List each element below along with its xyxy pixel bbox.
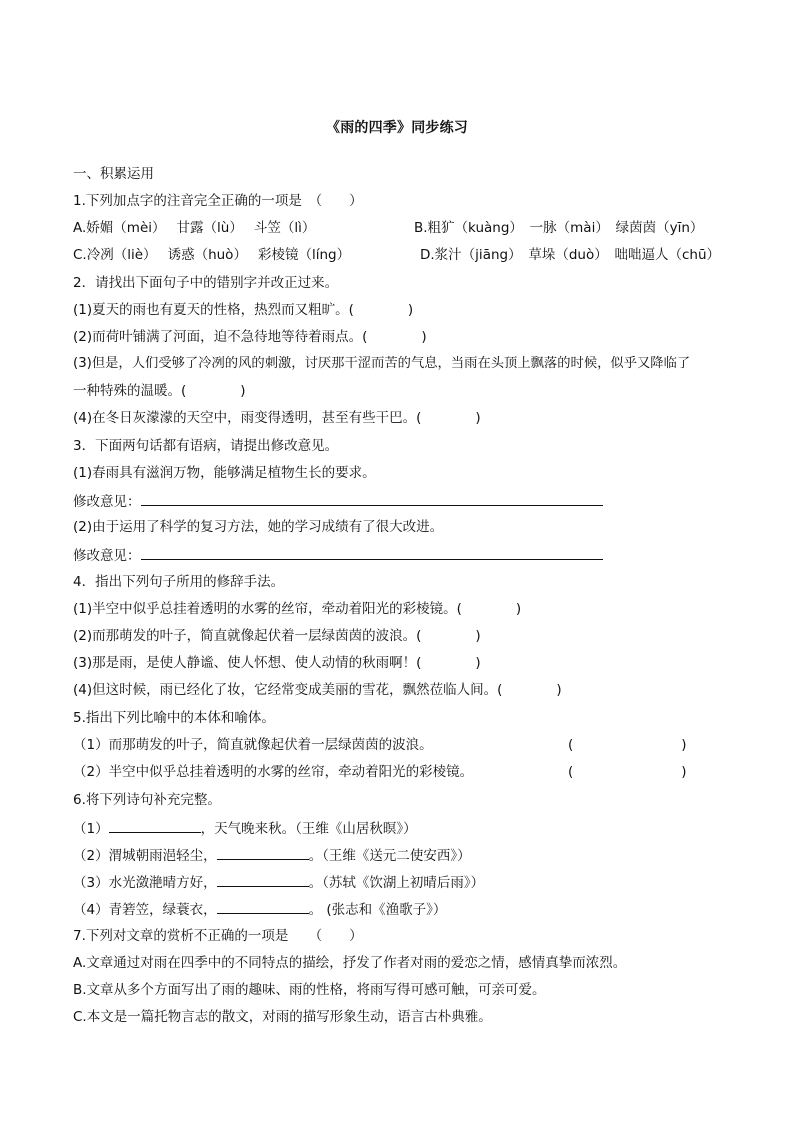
question-6-item-1 — [73, 817, 417, 839]
fix-label: 修改意见： — [73, 548, 141, 564]
question-4-item-2: (2)而那萌发的叶子，简直就像起伏着一层绿茵茵的波浪。( ) — [73, 628, 481, 644]
poem-blank[interactable] — [109, 817, 201, 833]
poem-suffix: 。（王维《送元二使安西》） — [308, 848, 471, 864]
question-1-option-c: C.冷冽（liè） 诱惑（huò） 彩棱镜（líng） — [73, 247, 351, 263]
question-7-stem: 7.下列对文章的赏析不正确的一项是 （ ） — [73, 928, 363, 944]
poem-prefix: （1） — [73, 821, 109, 837]
question-3-fix-row-2 — [73, 544, 603, 566]
question-4-item-4: (4)但这时候，雨已经化了妆，它经常变成美丽的雪花，飘然莅临人间。( ) — [73, 682, 562, 698]
question-2-item-4: (4)在冬日灰濛濛的天空中，雨变得透明，甚至有些干巴。( ) — [73, 410, 481, 426]
question-5-item-2: （2）半空中似乎总挂着透明的水雾的丝帘，牵动着阳光的彩棱镜。 — [73, 764, 474, 780]
poem-blank[interactable] — [217, 871, 309, 887]
question-5-stem: 5.指出下列比喻中的本体和喻体。 — [73, 710, 275, 726]
question-5-answer-paren-2[interactable]: ( ) — [568, 764, 687, 780]
question-6-item-3 — [73, 871, 484, 893]
poem-prefix: （3）水光潋滟晴方好， — [73, 875, 217, 891]
question-1-option-b: B.粗犷（kuàng） 一脉（mài） 绿茵茵（yīn） — [414, 220, 704, 236]
poem-blank[interactable] — [217, 844, 309, 860]
question-7-option-a: A.文章通过对雨在四季中的不同特点的描绘，抒发了作者对雨的爱恋之情，感情真挚而浓烈。 — [73, 955, 627, 971]
question-3-stem: 3．下面两句话都有语病，请提出修改意见。 — [73, 438, 339, 454]
question-1-option-a: A.娇媚（mèi） 甘露（lù） 斗笠（lì） — [73, 220, 316, 236]
section-heading: 一、积累运用 — [73, 166, 154, 182]
poem-blank[interactable] — [217, 898, 309, 914]
question-6-stem: 6.将下列诗句补充完整。 — [73, 792, 221, 808]
question-4-stem: 4．指出下列句子所用的修辞手法。 — [73, 574, 285, 590]
question-3-fix-row-1 — [73, 490, 603, 512]
question-4-item-1: (1)半空中似乎总挂着透明的水雾的丝帘，牵动着阳光的彩棱镜。( ) — [73, 601, 522, 617]
question-5-item-1: （1）而那萌发的叶子，简直就像起伏着一层绿茵茵的波浪。 — [73, 737, 433, 753]
question-2-item-3: (3)但是，人们受够了冷冽的风的刺激，讨厌那干涩而苦的气息，当雨在头顶上飘落的时候，似乎又降临了 — [73, 356, 691, 371]
question-3-sentence-2: (2)由于运用了科学的复习方法，她的学习成绩有了很大改进。 — [73, 519, 444, 535]
question-4-item-3: (3)那是雨，是使人静谧、使人怀想、使人动情的秋雨啊！( ) — [73, 655, 481, 671]
question-6-item-2 — [73, 844, 471, 866]
question-7-option-c: C.本文是一篇托物言志的散文，对雨的描写形象生动，语言古朴典雅。 — [73, 1009, 492, 1025]
poem-suffix: ，天气晚来秋。（王维《山居秋暝》） — [200, 821, 417, 837]
question-1-stem: 1.下列加点字的注音完全正确的一项是 （ ） — [73, 193, 363, 209]
question-2-item-2: (2)而荷叶铺满了河面，迫不急待地等待着雨点。( ) — [73, 329, 427, 345]
answer-blank[interactable] — [141, 544, 603, 560]
question-6-item-4 — [73, 898, 446, 920]
question-2-stem: 2．请找出下面句子中的错别字并改正过来。 — [73, 275, 339, 291]
question-2-item-1: (1)夏天的雨也有夏天的性格，热烈而又粗旷。( ) — [73, 302, 414, 318]
fix-label: 修改意见： — [73, 494, 141, 510]
poem-prefix: （2）渭城朝雨浥轻尘， — [73, 848, 217, 864]
question-3-sentence-1: (1)春雨具有滋润万物，能够满足植物生长的要求。 — [73, 465, 376, 481]
question-1-option-d: D.浆汁（jiāng） 草垛（duò） 咄咄逼人（chū） — [420, 247, 721, 263]
question-5-answer-paren-1[interactable]: ( ) — [568, 737, 687, 753]
page-title: 《雨的四季》同步练习 — [326, 120, 468, 136]
poem-prefix: （4）青箬笠，绿蓑衣， — [73, 902, 217, 918]
answer-blank[interactable] — [141, 490, 603, 506]
question-2-item-3-cont: 一种特殊的温暖。( ) — [73, 383, 246, 399]
poem-suffix: 。 (张志和《渔歌子》） — [308, 902, 447, 918]
poem-suffix: 。（苏轼《饮湖上初晴后雨》） — [308, 875, 485, 891]
question-7-option-b: B.文章从多个方面写出了雨的趣味、雨的性格，将雨写得可感可触，可亲可爱。 — [73, 982, 546, 998]
